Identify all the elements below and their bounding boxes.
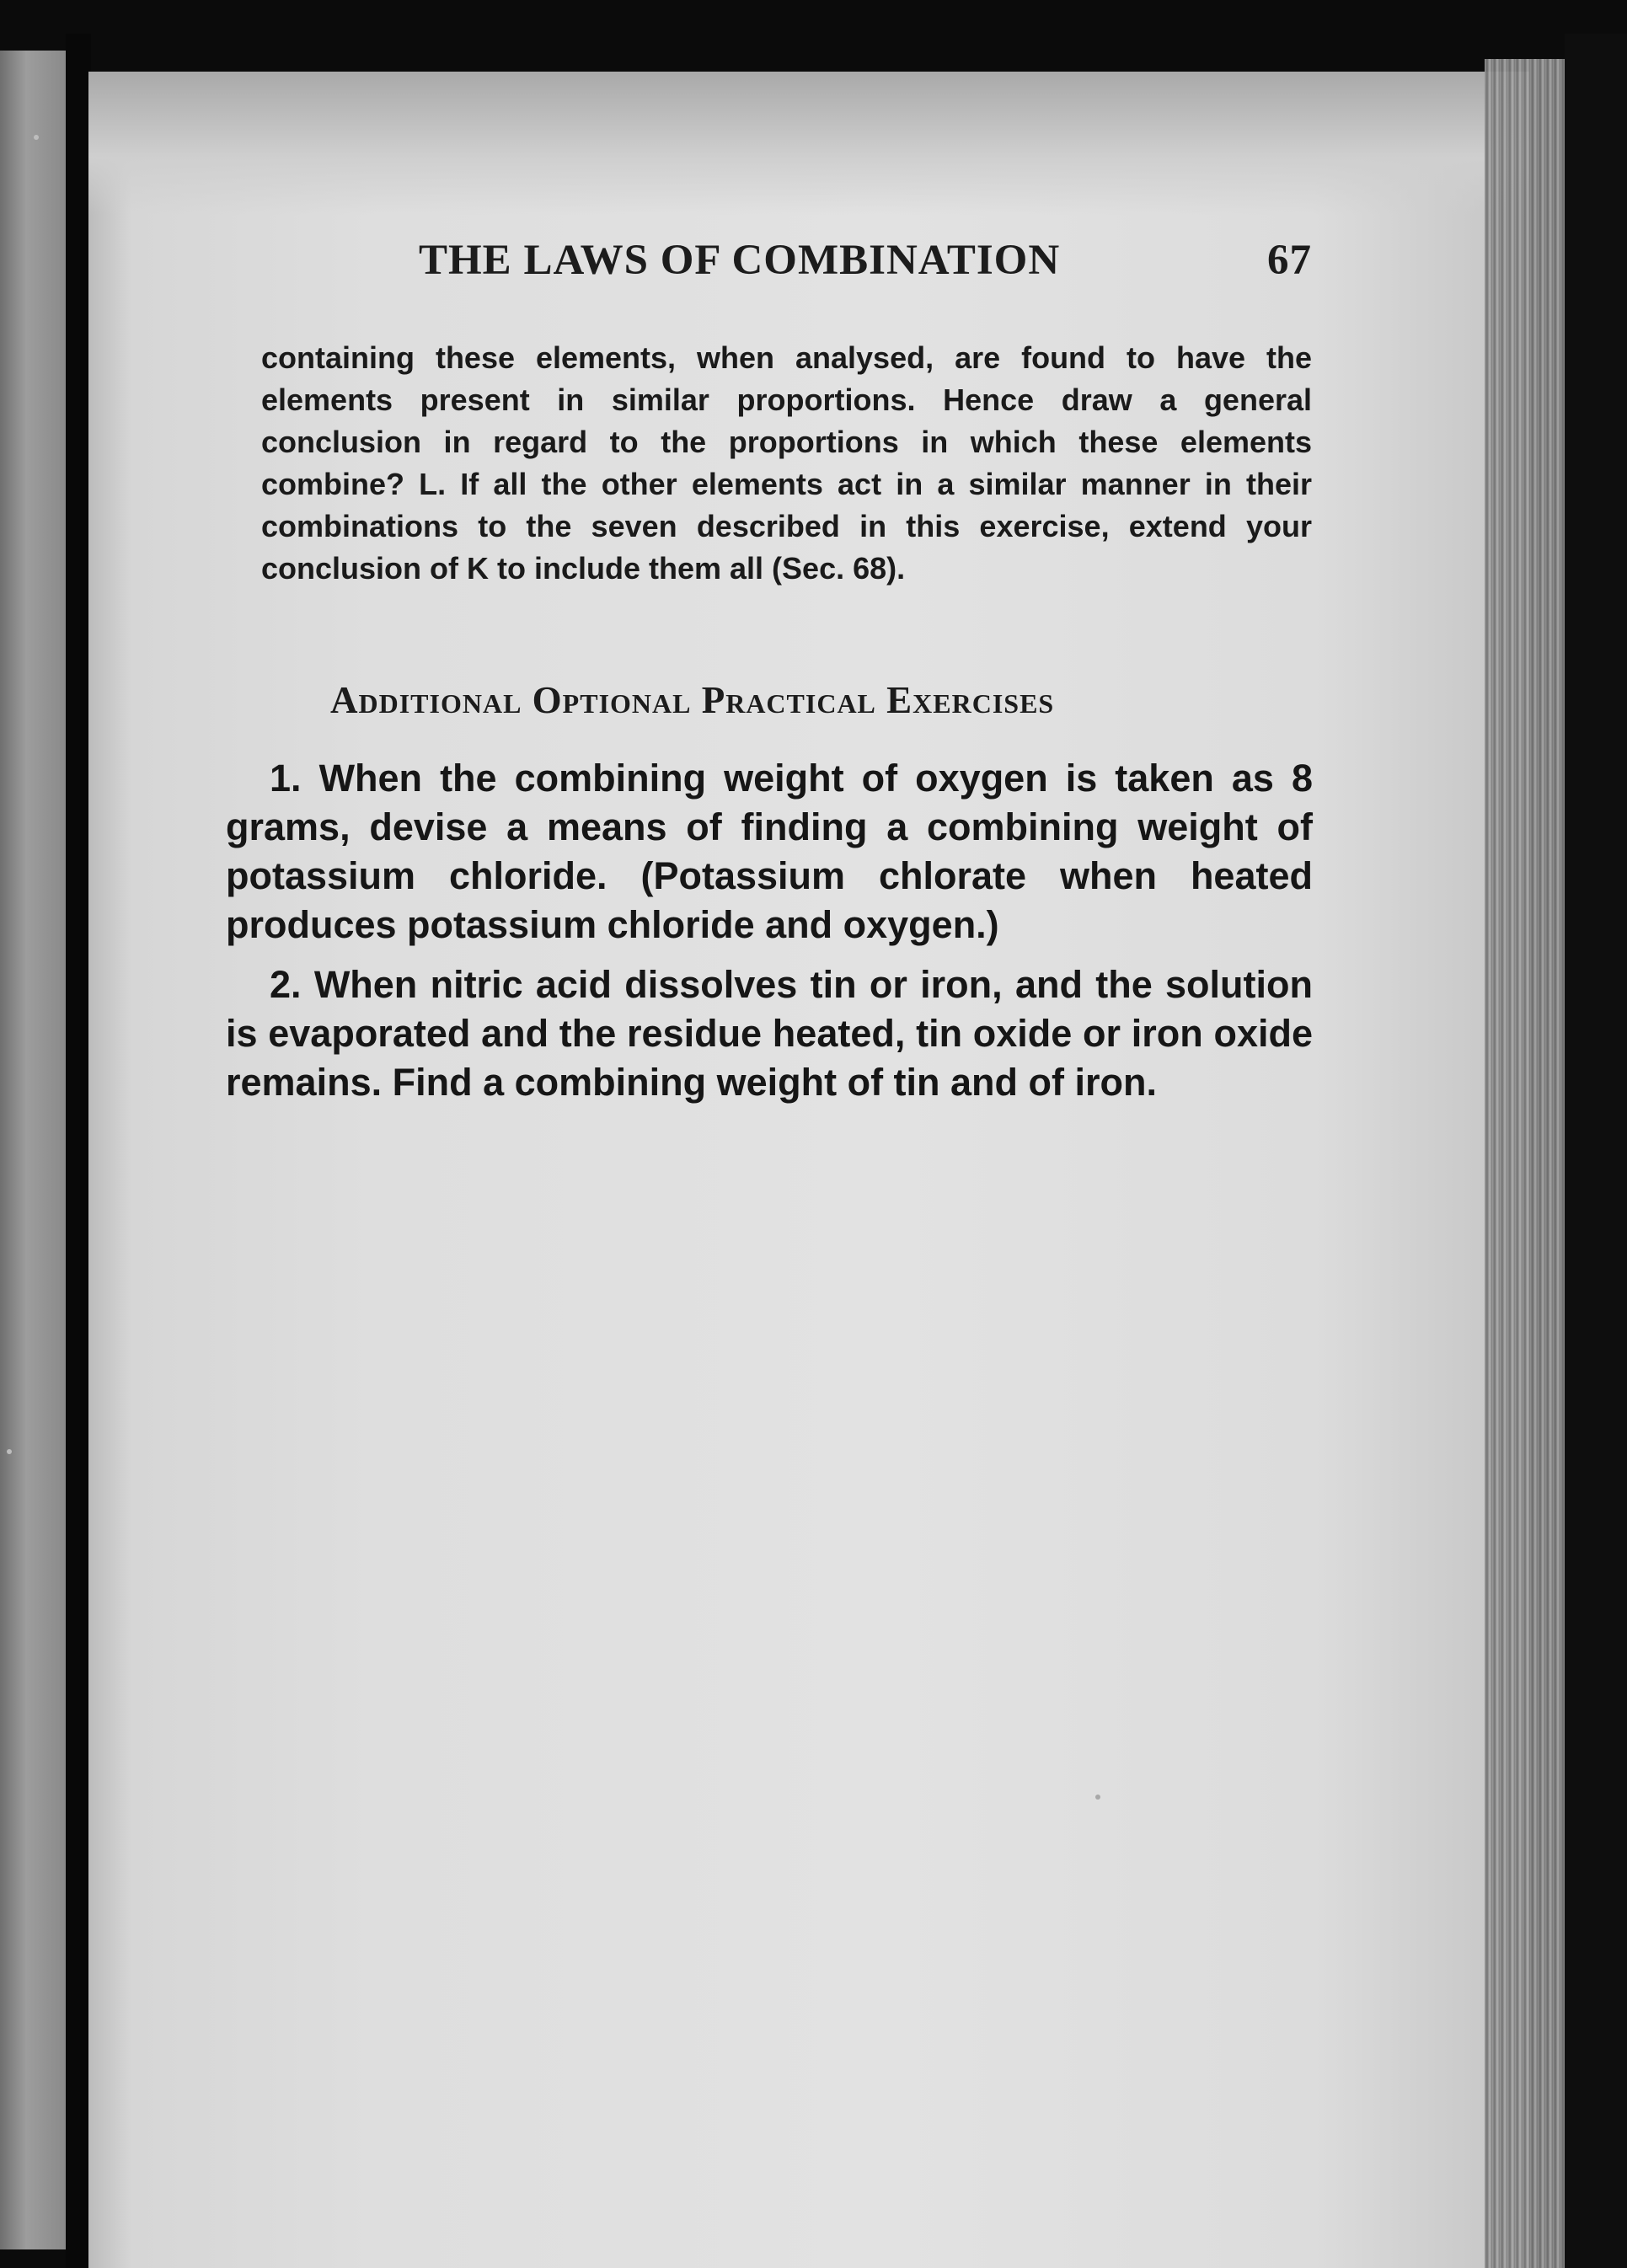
book-gutter-shadow — [66, 34, 91, 2268]
section-heading: Additional Optional Practical Exercises — [330, 679, 1055, 721]
page-number: 67 — [1267, 237, 1312, 284]
scan-speck — [1095, 1795, 1100, 1800]
running-head-title: THE LAWS OF COMBINATION — [419, 237, 1061, 284]
page-stack-edge — [1485, 59, 1565, 2268]
scan-border-right — [1565, 34, 1627, 2268]
continuation-paragraph: containing these elements, when analysed, are found to have the elements present in similar proportions. Hence draw a general conclusion in regard to the proportions in which these elements combine? L. If all the other elements act in a similar manner in their combinations to the seven described in this exercise, extend your conclusion of K to include them all (Sec. 68). — [261, 340, 1312, 586]
exercise-2: 2. When nitric acid dissolves tin or iron, and the solution is evaporated and the residue heated, tin oxide or iron oxide remains. Find a combining weight of tin and of iron. — [226, 963, 1313, 1104]
scan-speck — [34, 135, 39, 140]
page-top-shading — [88, 72, 1529, 215]
exercise-1: 1. When the combining weight of oxygen is taken as 8 grams, devise a means of finding a combining weight of potassium chloride. (Potassium chlorate when heated produces potassium chloride and oxygen.) — [226, 757, 1313, 946]
previous-page-edge — [0, 51, 66, 2249]
scan-speck — [7, 1449, 12, 1454]
running-header — [419, 236, 1312, 295]
